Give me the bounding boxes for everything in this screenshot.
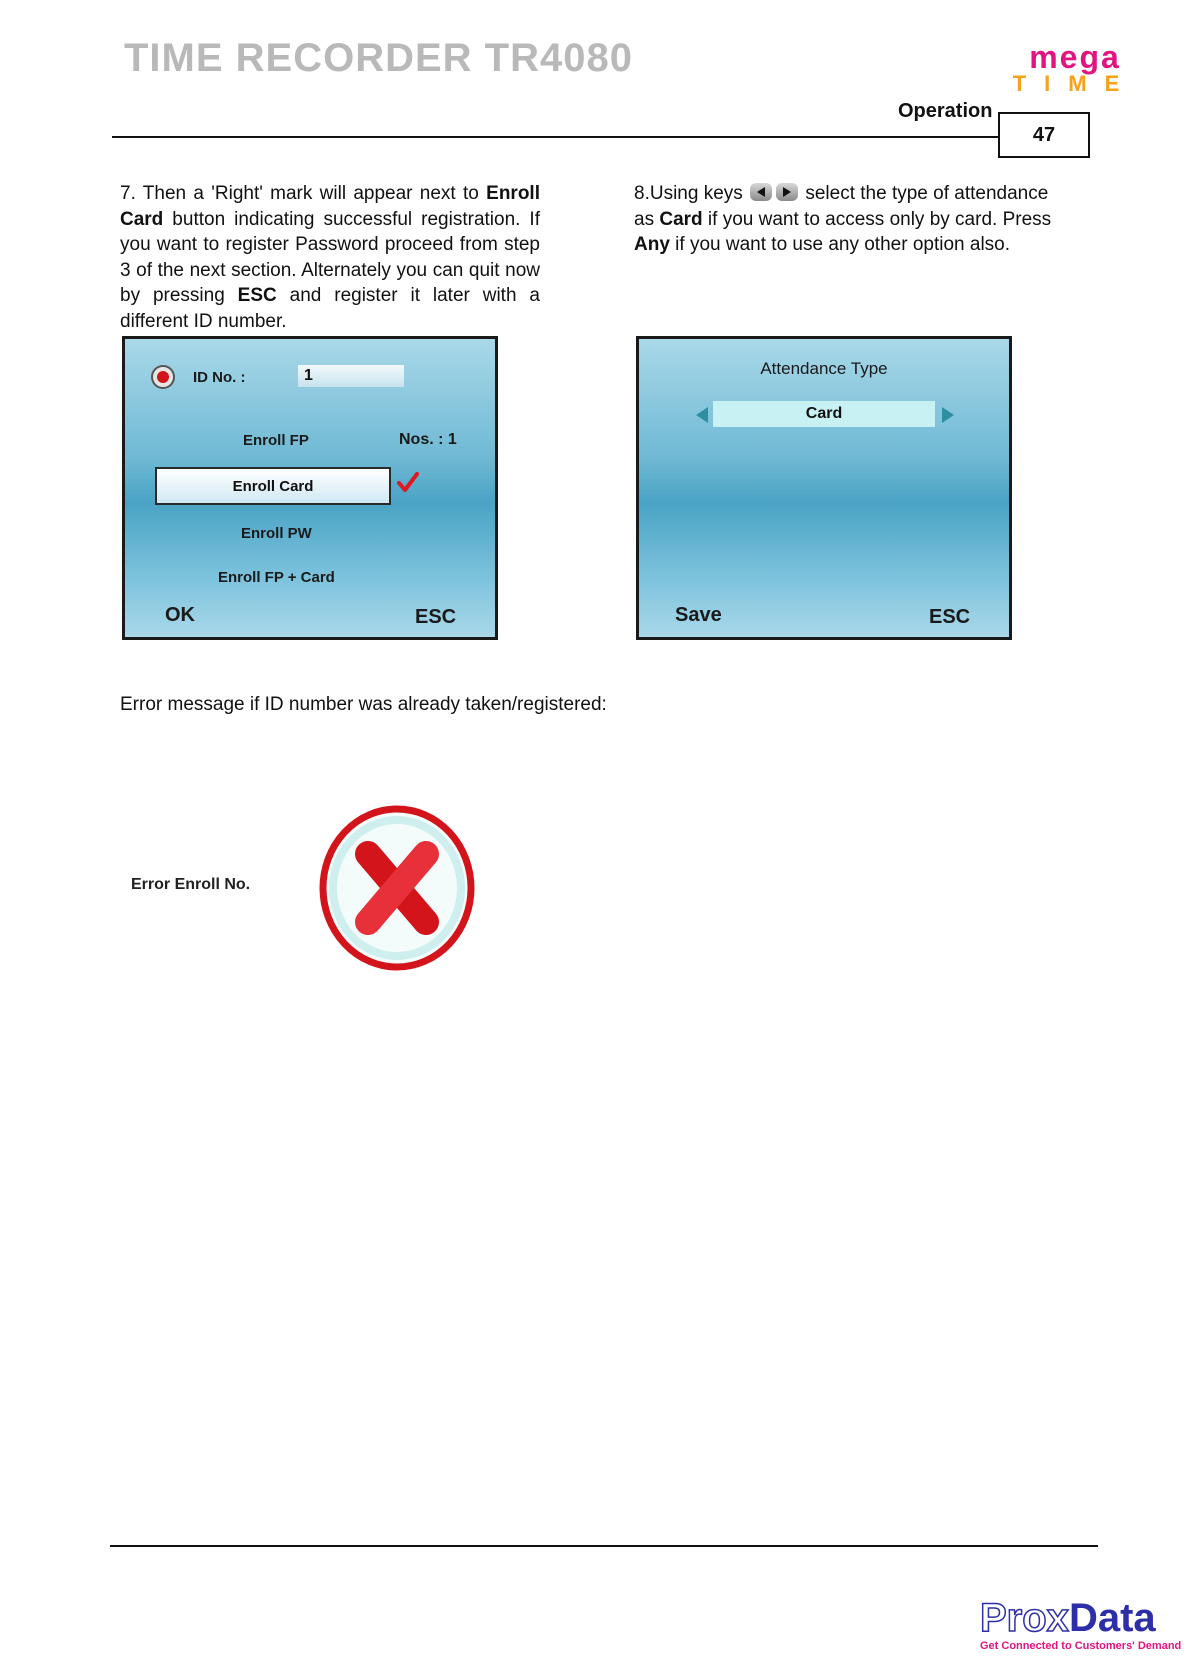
section-label: Operation [898, 100, 993, 122]
right-key-icon [776, 183, 798, 201]
error-label: Error Enroll No. [131, 876, 251, 893]
svg-text:mega: mega [1029, 44, 1121, 75]
enroll-card-button[interactable]: Enroll Card [155, 467, 391, 505]
step-7-text: 7. Then a 'Right' mark will appear next to Enroll Card button indicating successful registration. If you want to register Password proceed from step 3 of the next section. Alternately you can quit now by pressing ESC and register it later with a different ID number. [120, 183, 540, 332]
attendance-type-screen [636, 336, 1012, 640]
svg-text:TIME: TIME [1012, 71, 1138, 94]
enroll-fp-option[interactable]: Enroll FP [243, 432, 309, 449]
proxdata-tagline: Get Connected to Customers' Demand [980, 1640, 1182, 1652]
save-softkey[interactable]: Save [675, 604, 722, 626]
footer-divider [110, 1545, 1098, 1547]
ok-softkey[interactable]: OK [165, 604, 195, 626]
enroll-pw-option[interactable]: Enroll PW [241, 525, 312, 542]
id-label: ID No. : [193, 369, 246, 386]
attendance-select[interactable]: Card [713, 401, 935, 427]
attendance-title: Attendance Type [760, 359, 888, 378]
nos-count: Nos. : 1 [399, 431, 457, 448]
enroll-screen [122, 336, 498, 640]
error-caption: Error message if ID number was already taken/registered: [120, 694, 607, 715]
arrow-left-icon[interactable] [695, 406, 709, 424]
error-x-icon [318, 804, 476, 972]
enroll-fp-card-option[interactable]: Enroll FP + Card [218, 569, 335, 586]
proxdata-logo: ProxData Get Connected to Customers' Demand [980, 1596, 1182, 1652]
header-divider [112, 136, 998, 138]
radio-selected-icon[interactable] [151, 365, 175, 389]
left-key-icon [750, 183, 772, 201]
esc-softkey[interactable]: ESC [415, 606, 457, 628]
page-number: 47 [998, 112, 1090, 158]
checkmark-icon [397, 471, 419, 493]
arrow-right-icon[interactable] [941, 406, 955, 424]
mega-time-logo [975, 44, 1175, 94]
id-input[interactable]: 1 [298, 365, 404, 387]
step-8-text: 8.Using keys select the type of attendance as Card if you want to access only by card. Press Any if you want to use any other option also. [634, 183, 1052, 256]
document-title: TIME RECORDER TR4080 [124, 36, 633, 80]
esc-softkey[interactable]: ESC [929, 606, 971, 628]
